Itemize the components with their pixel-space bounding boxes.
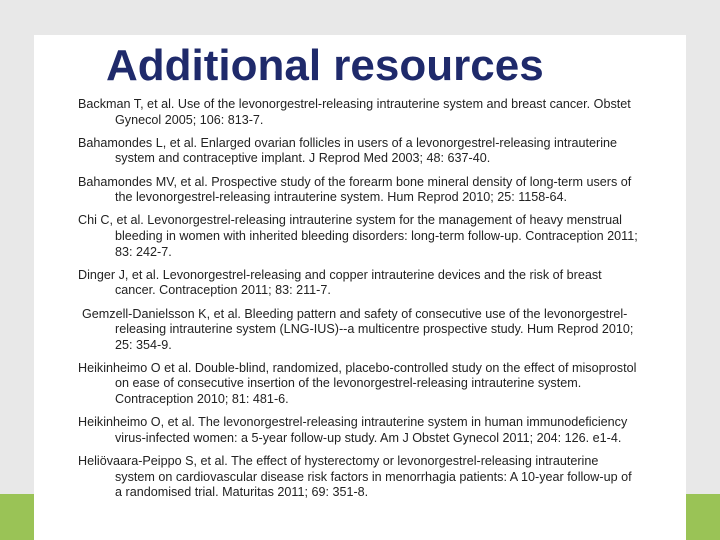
top-band xyxy=(0,0,720,35)
reference-item: Dinger J, et al. Levonorgestrel-releasing and copper intrauterine devices and the risk of breast cancer. Contraception 2011; 83: 211-7. xyxy=(78,267,602,298)
right-accent-block xyxy=(686,494,720,540)
reference-item: Backman T, et al. Use of the levonorgestrel-releasing intrauterine system and breast cancer. Obstet Gynecol 2005; 106: 813-7. xyxy=(78,97,631,127)
reference-item: Gemzell-Danielsson K, et al. Bleeding pattern and safety of consecutive use of the levonorgestrel-releasing intrauterine system (LNG-IUS)--a multicentre prospective study. Hum Reprod 2010; 25: 354-9. xyxy=(82,306,634,352)
reference-item: Chi C, et al. Levonorgestrel-releasing intrauterine system for the management of heavy menstrual bleeding in women with inherited bleeding disorders: long-term follow-up. Contraception 2011; 83: 242-7. xyxy=(78,213,638,259)
reference-item: Heikinheimo O et al. Double-blind, randomized, placebo-controlled study on the effect of misoprostol on ease of consecutive insertion of the levonorgestrel-releasing intrauterine system. Contraception 2010; 81: 481-6. xyxy=(78,360,637,407)
slide-title: Additional resources xyxy=(106,41,544,90)
left-accent-block xyxy=(0,494,34,540)
reference-item: Heikinheimo O, et al. The levonorgestrel-releasing intrauterine system in human immunodeficiency virus-infected women: a 5-year follow-up study. Am J Obstet Gynecol 2011; 204: 126. e1-4. xyxy=(78,415,628,445)
left-side-bar xyxy=(0,35,34,540)
reference-item: Bahamondes MV, et al. Prospective study of the forearm bone mineral density of long-term users of the levonorgestrel-releasing intrauterine system. Hum Reprod 2010; 25: 1158-64. xyxy=(78,174,632,205)
right-side-bar xyxy=(686,35,720,540)
reference-list xyxy=(78,97,638,508)
reference-item: Heliövaara-Peippo S, et al. The effect of hysterectomy or levonorgestrel-releasing intrauterine system on cardiovascular disease risk factors in menorrhagia patients: A 10-year follow-up of a randomised trial. Maturitas 2011; 69: 351-8. xyxy=(78,454,632,500)
reference-item: Bahamondes L, et al. Enlarged ovarian follicles in users of a levonorgestrel-releasing intrauterine system and contraceptive implant. J Reprod Med 2003; 48: 637-40. xyxy=(78,135,618,166)
